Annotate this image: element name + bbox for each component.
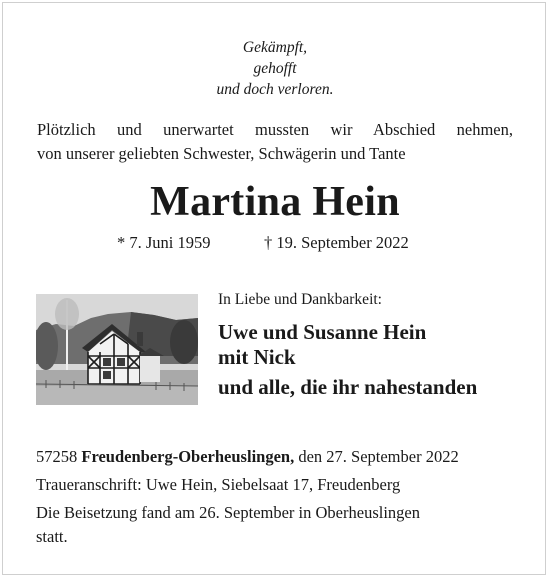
death-date: † 19. September 2022 bbox=[264, 233, 409, 252]
mourner-line: Uwe und Susanne Hein bbox=[218, 320, 427, 344]
mourner-line: mit Nick bbox=[218, 345, 296, 369]
notice-date: den 27. September 2022 bbox=[298, 447, 459, 466]
footer-block bbox=[36, 445, 516, 549]
intro-line: Plötzlich und unerwartet mussten wir Abschied nehmen, bbox=[37, 120, 513, 139]
mourners-lead: In Liebe und Dankbarkeit: bbox=[218, 291, 382, 308]
mourners-block bbox=[218, 290, 477, 400]
place-date-line bbox=[36, 445, 516, 469]
birth-date: * 7. Juni 1959 bbox=[117, 233, 211, 252]
deceased-name: Martina Hein bbox=[150, 179, 400, 225]
mourner-line: und alle, die ihr nahestanden bbox=[218, 375, 478, 399]
motto-line: gehofft bbox=[253, 60, 297, 77]
burial-line: statt. bbox=[36, 527, 68, 546]
motto-line: Gekämpft, bbox=[242, 39, 308, 56]
burial-line: Die Beisetzung fand am 26. September in Oberheuslingen bbox=[36, 503, 420, 522]
house-photo bbox=[36, 294, 198, 405]
postcode: 57258 bbox=[36, 447, 78, 466]
intro-line: von unserer geliebten Schwester, Schwägerin und Tante bbox=[37, 144, 406, 163]
intro-text bbox=[37, 118, 513, 166]
motto-line: und doch verloren. bbox=[216, 81, 334, 98]
motto bbox=[0, 37, 550, 100]
half-timbered-house-icon bbox=[36, 294, 198, 405]
place-name: Freudenberg-Oberheuslingen, bbox=[81, 447, 295, 466]
mourning-address: Traueranschrift: Uwe Hein, Siebelsaat 17, Freudenberg bbox=[36, 475, 401, 494]
